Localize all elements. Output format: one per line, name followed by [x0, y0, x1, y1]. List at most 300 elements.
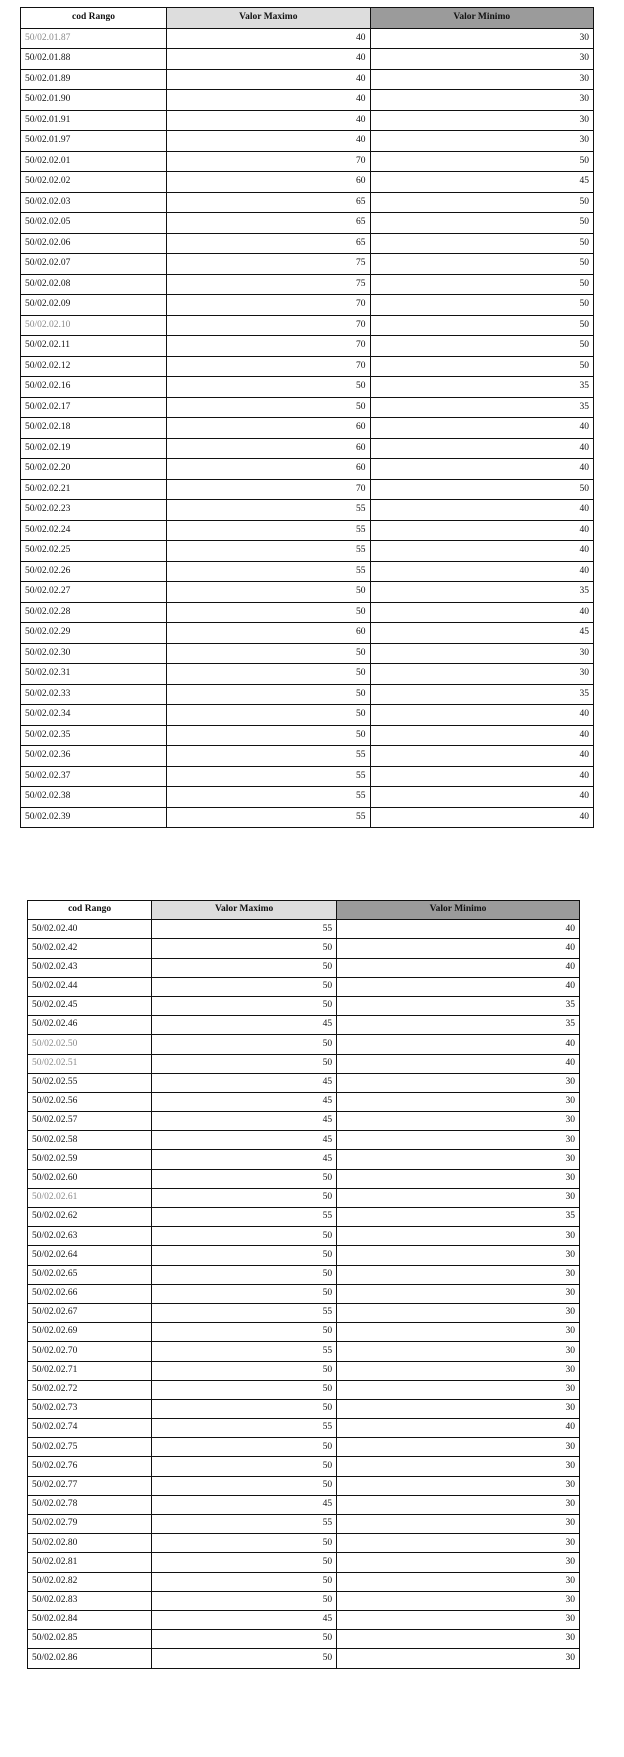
- max-value-cell: 60: [167, 438, 370, 459]
- min-value-cell: 40: [370, 746, 593, 767]
- code-cell: 50/02.02.35: [21, 725, 167, 746]
- min-value-cell: 50: [370, 213, 593, 234]
- min-value-cell: 30: [337, 1169, 580, 1188]
- min-value-cell: 30: [370, 90, 593, 111]
- code-cell: 50/02.02.58: [28, 1131, 152, 1150]
- max-value-cell: 50: [152, 1476, 337, 1495]
- code-cell: 50/02.02.36: [21, 746, 167, 767]
- max-value-cell: 45: [152, 1016, 337, 1035]
- code-cell: 50/02.02.56: [28, 1092, 152, 1111]
- table-row: [28, 1630, 580, 1649]
- code-cell: 50/02.01.97: [21, 131, 167, 152]
- code-cell: 50/02.02.24: [21, 520, 167, 541]
- min-value-cell: 30: [370, 69, 593, 90]
- table-row: [28, 1342, 580, 1361]
- min-value-cell: 35: [337, 1208, 580, 1227]
- min-value-cell: 40: [370, 561, 593, 582]
- max-value-cell: 60: [167, 459, 370, 480]
- table-row: [28, 920, 580, 939]
- table-row: [21, 295, 594, 316]
- min-value-cell: 30: [337, 1438, 580, 1457]
- code-cell: 50/02.02.57: [28, 1112, 152, 1131]
- min-value-cell: 30: [337, 1150, 580, 1169]
- table-row: [21, 459, 594, 480]
- max-value-cell: 55: [152, 1342, 337, 1361]
- min-value-cell: 40: [370, 418, 593, 439]
- min-value-cell: 35: [370, 582, 593, 603]
- table-row: [28, 1534, 580, 1553]
- code-cell: 50/02.02.84: [28, 1610, 152, 1629]
- max-value-cell: 50: [167, 664, 370, 685]
- table-row: [28, 1399, 580, 1418]
- table-row: [28, 1150, 580, 1169]
- code-cell: 50/02.02.18: [21, 418, 167, 439]
- code-cell: 50/02.02.11: [21, 336, 167, 357]
- code-cell: 50/02.02.07: [21, 254, 167, 275]
- max-value-cell: 50: [152, 1457, 337, 1476]
- min-value-cell: 40: [370, 520, 593, 541]
- code-cell: 50/02.02.34: [21, 705, 167, 726]
- max-value-cell: 45: [152, 1073, 337, 1092]
- code-cell: 50/02.02.73: [28, 1399, 152, 1418]
- code-cell: 50/02.02.46: [28, 1016, 152, 1035]
- code-cell: 50/02.02.77: [28, 1476, 152, 1495]
- code-cell: 50/02.02.59: [28, 1150, 152, 1169]
- code-cell: 50/02.02.09: [21, 295, 167, 316]
- code-cell: 50/02.02.10: [21, 315, 167, 336]
- min-value-cell: 40: [370, 438, 593, 459]
- min-value-cell: 30: [337, 1092, 580, 1111]
- code-cell: 50/02.02.86: [28, 1649, 152, 1668]
- code-cell: 50/02.02.72: [28, 1380, 152, 1399]
- code-cell: 50/02.02.76: [28, 1457, 152, 1476]
- max-value-cell: 50: [152, 1035, 337, 1054]
- max-value-cell: 50: [152, 958, 337, 977]
- max-value-cell: 50: [152, 1649, 337, 1668]
- table-row: [28, 977, 580, 996]
- max-value-cell: 40: [167, 28, 370, 49]
- max-value-cell: 50: [152, 1572, 337, 1591]
- code-cell: 50/02.02.55: [28, 1073, 152, 1092]
- table-row: [28, 1208, 580, 1227]
- code-cell: 50/02.02.51: [28, 1054, 152, 1073]
- table-row: [21, 69, 594, 90]
- code-cell: 50/02.02.82: [28, 1572, 152, 1591]
- min-value-cell: 30: [337, 1610, 580, 1629]
- table-row: [28, 1169, 580, 1188]
- max-value-cell: 50: [152, 1265, 337, 1284]
- max-value-cell: 70: [167, 295, 370, 316]
- code-cell: 50/02.02.30: [21, 643, 167, 664]
- max-value-cell: 45: [152, 1092, 337, 1111]
- max-value-cell: 45: [152, 1610, 337, 1629]
- min-value-cell: 30: [337, 1131, 580, 1150]
- max-value-cell: 60: [167, 623, 370, 644]
- code-cell: 50/02.01.88: [21, 49, 167, 70]
- max-value-cell: 50: [152, 1284, 337, 1303]
- table-row: [21, 684, 594, 705]
- min-value-cell: 40: [370, 541, 593, 562]
- code-cell: 50/02.02.45: [28, 996, 152, 1015]
- min-value-cell: 30: [370, 131, 593, 152]
- max-value-cell: 55: [167, 561, 370, 582]
- max-value-cell: 50: [167, 643, 370, 664]
- min-value-cell: 30: [337, 1323, 580, 1342]
- max-value-cell: 40: [167, 131, 370, 152]
- min-value-cell: 35: [370, 684, 593, 705]
- max-value-cell: 70: [167, 479, 370, 500]
- table-row: [21, 49, 594, 70]
- code-cell: 50/02.01.91: [21, 110, 167, 131]
- max-value-cell: 40: [167, 110, 370, 131]
- column-header-max: Valor Maximo: [167, 8, 370, 29]
- min-value-cell: 30: [337, 1515, 580, 1534]
- min-value-cell: 50: [370, 356, 593, 377]
- max-value-cell: 50: [152, 1591, 337, 1610]
- min-value-cell: 30: [337, 1303, 580, 1322]
- min-value-cell: 40: [337, 977, 580, 996]
- table-row: [21, 192, 594, 213]
- max-value-cell: 45: [152, 1131, 337, 1150]
- min-value-cell: 40: [337, 1419, 580, 1438]
- code-cell: 50/02.02.39: [21, 807, 167, 828]
- table-row: [28, 996, 580, 1015]
- max-value-cell: 55: [152, 1419, 337, 1438]
- min-value-cell: 50: [370, 315, 593, 336]
- code-cell: 50/02.02.61: [28, 1188, 152, 1207]
- table-row: [21, 725, 594, 746]
- min-value-cell: 30: [337, 1649, 580, 1668]
- table-row: [28, 1035, 580, 1054]
- max-value-cell: 50: [152, 1438, 337, 1457]
- table-row: [21, 418, 594, 439]
- code-cell: 50/02.02.63: [28, 1227, 152, 1246]
- table-row: [28, 958, 580, 977]
- max-value-cell: 50: [152, 939, 337, 958]
- range-table-2: [27, 900, 580, 1669]
- max-value-cell: 70: [167, 336, 370, 357]
- code-cell: 50/02.02.71: [28, 1361, 152, 1380]
- code-cell: 50/02.02.03: [21, 192, 167, 213]
- column-header-min: Valor Minimo: [337, 901, 580, 920]
- table-row: [21, 356, 594, 377]
- max-value-cell: 55: [167, 746, 370, 767]
- code-cell: 50/02.02.42: [28, 939, 152, 958]
- table-row: [21, 438, 594, 459]
- min-value-cell: 40: [337, 939, 580, 958]
- code-cell: 50/02.02.28: [21, 602, 167, 623]
- min-value-cell: 40: [337, 920, 580, 939]
- table-row: [28, 1054, 580, 1073]
- code-cell: 50/02.02.20: [21, 459, 167, 480]
- code-cell: 50/02.02.25: [21, 541, 167, 562]
- table-row: [28, 1188, 580, 1207]
- min-value-cell: 30: [337, 1342, 580, 1361]
- max-value-cell: 70: [167, 151, 370, 172]
- table-row: [21, 28, 594, 49]
- max-value-cell: 45: [152, 1495, 337, 1514]
- table-row: [28, 1438, 580, 1457]
- table-row: [28, 1591, 580, 1610]
- min-value-cell: 30: [370, 664, 593, 685]
- code-cell: 50/02.02.31: [21, 664, 167, 685]
- code-cell: 50/02.02.81: [28, 1553, 152, 1572]
- min-value-cell: 35: [370, 397, 593, 418]
- code-cell: 50/02.02.70: [28, 1342, 152, 1361]
- max-value-cell: 55: [167, 520, 370, 541]
- table-row: [28, 1553, 580, 1572]
- min-value-cell: 30: [337, 1188, 580, 1207]
- min-value-cell: 30: [337, 1495, 580, 1514]
- table-row: [28, 1016, 580, 1035]
- min-value-cell: 30: [337, 1399, 580, 1418]
- code-cell: 50/02.01.90: [21, 90, 167, 111]
- min-value-cell: 30: [337, 1265, 580, 1284]
- table-row: [28, 1495, 580, 1514]
- min-value-cell: 40: [370, 705, 593, 726]
- max-value-cell: 55: [167, 807, 370, 828]
- column-header-max: Valor Maximo: [152, 901, 337, 920]
- max-value-cell: 50: [152, 977, 337, 996]
- table-row: [21, 213, 594, 234]
- table-row: [21, 151, 594, 172]
- column-header-min: Valor Minimo: [370, 8, 593, 29]
- code-cell: 50/02.02.85: [28, 1630, 152, 1649]
- code-cell: 50/02.02.01: [21, 151, 167, 172]
- table-header-row: [21, 8, 594, 29]
- table-row: [21, 561, 594, 582]
- code-cell: 50/02.02.33: [21, 684, 167, 705]
- table-row: [28, 1380, 580, 1399]
- min-value-cell: 40: [370, 459, 593, 480]
- min-value-cell: 40: [337, 958, 580, 977]
- table-row: [21, 807, 594, 828]
- table-row: [21, 787, 594, 808]
- max-value-cell: 50: [152, 1169, 337, 1188]
- max-value-cell: 40: [167, 49, 370, 70]
- min-value-cell: 35: [337, 1016, 580, 1035]
- table-row: [21, 746, 594, 767]
- code-cell: 50/02.02.29: [21, 623, 167, 644]
- code-cell: 50/02.02.19: [21, 438, 167, 459]
- max-value-cell: 50: [167, 397, 370, 418]
- table-row: [21, 500, 594, 521]
- table-row: [28, 1092, 580, 1111]
- min-value-cell: 30: [337, 1591, 580, 1610]
- min-value-cell: 30: [370, 28, 593, 49]
- max-value-cell: 50: [167, 602, 370, 623]
- table-row: [21, 131, 594, 152]
- max-value-cell: 60: [167, 418, 370, 439]
- table-row: [21, 602, 594, 623]
- max-value-cell: 50: [152, 1323, 337, 1342]
- min-value-cell: 30: [370, 49, 593, 70]
- min-value-cell: 35: [370, 377, 593, 398]
- min-value-cell: 30: [337, 1361, 580, 1380]
- code-cell: 50/02.02.08: [21, 274, 167, 295]
- table-row: [28, 1649, 580, 1668]
- max-value-cell: 55: [152, 1515, 337, 1534]
- min-value-cell: 30: [337, 1112, 580, 1131]
- code-cell: 50/02.02.65: [28, 1265, 152, 1284]
- code-cell: 50/02.02.23: [21, 500, 167, 521]
- table-row: [28, 1361, 580, 1380]
- min-value-cell: 50: [370, 274, 593, 295]
- table-row: [28, 1073, 580, 1092]
- max-value-cell: 75: [167, 274, 370, 295]
- min-value-cell: 30: [337, 1553, 580, 1572]
- table-row: [21, 377, 594, 398]
- table-row: [21, 274, 594, 295]
- max-value-cell: 50: [152, 1399, 337, 1418]
- table-row: [28, 1284, 580, 1303]
- min-value-cell: 45: [370, 172, 593, 193]
- max-value-cell: 55: [152, 920, 337, 939]
- code-cell: 50/02.02.74: [28, 1419, 152, 1438]
- max-value-cell: 50: [152, 996, 337, 1015]
- code-cell: 50/02.02.43: [28, 958, 152, 977]
- code-cell: 50/02.02.02: [21, 172, 167, 193]
- code-cell: 50/02.02.27: [21, 582, 167, 603]
- code-cell: 50/02.01.89: [21, 69, 167, 90]
- min-value-cell: 50: [370, 151, 593, 172]
- max-value-cell: 65: [167, 213, 370, 234]
- code-cell: 50/02.01.87: [21, 28, 167, 49]
- max-value-cell: 50: [167, 684, 370, 705]
- code-cell: 50/02.02.38: [21, 787, 167, 808]
- min-value-cell: 40: [370, 787, 593, 808]
- code-cell: 50/02.02.60: [28, 1169, 152, 1188]
- max-value-cell: 65: [167, 192, 370, 213]
- table-row: [28, 1515, 580, 1534]
- code-cell: 50/02.02.69: [28, 1323, 152, 1342]
- max-value-cell: 50: [152, 1054, 337, 1073]
- code-cell: 50/02.02.16: [21, 377, 167, 398]
- table-row: [21, 90, 594, 111]
- max-value-cell: 55: [167, 787, 370, 808]
- code-cell: 50/02.02.05: [21, 213, 167, 234]
- code-cell: 50/02.02.75: [28, 1438, 152, 1457]
- min-value-cell: 30: [337, 1630, 580, 1649]
- table-row: [21, 315, 594, 336]
- code-cell: 50/02.02.83: [28, 1591, 152, 1610]
- min-value-cell: 50: [370, 295, 593, 316]
- max-value-cell: 55: [152, 1303, 337, 1322]
- max-value-cell: 45: [152, 1112, 337, 1131]
- min-value-cell: 35: [337, 996, 580, 1015]
- table-row: [28, 1265, 580, 1284]
- min-value-cell: 30: [337, 1073, 580, 1092]
- table-row: [28, 939, 580, 958]
- table-row: [28, 1476, 580, 1495]
- code-cell: 50/02.02.79: [28, 1515, 152, 1534]
- table-row: [28, 1572, 580, 1591]
- code-cell: 50/02.02.62: [28, 1208, 152, 1227]
- code-cell: 50/02.02.50: [28, 1035, 152, 1054]
- column-header-code: cod Rango: [21, 8, 167, 29]
- min-value-cell: 50: [370, 192, 593, 213]
- code-cell: 50/02.02.67: [28, 1303, 152, 1322]
- table-row: [28, 1610, 580, 1629]
- max-value-cell: 50: [167, 705, 370, 726]
- table-row: [21, 705, 594, 726]
- min-value-cell: 40: [370, 807, 593, 828]
- min-value-cell: 30: [337, 1457, 580, 1476]
- table-row: [28, 1323, 580, 1342]
- max-value-cell: 50: [152, 1534, 337, 1553]
- table-row: [21, 582, 594, 603]
- table-row: [28, 1131, 580, 1150]
- min-value-cell: 50: [370, 233, 593, 254]
- min-value-cell: 30: [337, 1284, 580, 1303]
- min-value-cell: 40: [370, 766, 593, 787]
- table-row: [21, 623, 594, 644]
- max-value-cell: 50: [167, 582, 370, 603]
- max-value-cell: 50: [152, 1380, 337, 1399]
- max-value-cell: 70: [167, 315, 370, 336]
- table-row: [28, 1227, 580, 1246]
- max-value-cell: 70: [167, 356, 370, 377]
- min-value-cell: 40: [370, 500, 593, 521]
- max-value-cell: 40: [167, 69, 370, 90]
- code-cell: 50/02.02.37: [21, 766, 167, 787]
- table-row: [21, 766, 594, 787]
- max-value-cell: 65: [167, 233, 370, 254]
- table-row: [21, 397, 594, 418]
- min-value-cell: 30: [337, 1572, 580, 1591]
- table-row: [21, 172, 594, 193]
- code-cell: 50/02.02.21: [21, 479, 167, 500]
- min-value-cell: 40: [370, 725, 593, 746]
- code-cell: 50/02.02.80: [28, 1534, 152, 1553]
- max-value-cell: 55: [152, 1208, 337, 1227]
- table-row: [28, 1246, 580, 1265]
- min-value-cell: 50: [370, 336, 593, 357]
- table-row: [21, 479, 594, 500]
- table-header-row: [28, 901, 580, 920]
- max-value-cell: 45: [152, 1150, 337, 1169]
- table-row: [28, 1457, 580, 1476]
- code-cell: 50/02.02.12: [21, 356, 167, 377]
- min-value-cell: 30: [337, 1476, 580, 1495]
- min-value-cell: 40: [337, 1035, 580, 1054]
- max-value-cell: 50: [152, 1188, 337, 1207]
- table-row: [21, 643, 594, 664]
- min-value-cell: 30: [337, 1246, 580, 1265]
- table-row: [21, 520, 594, 541]
- table-row: [21, 336, 594, 357]
- table-row: [28, 1112, 580, 1131]
- code-cell: 50/02.02.40: [28, 920, 152, 939]
- max-value-cell: 50: [152, 1227, 337, 1246]
- range-table-1: [20, 7, 594, 828]
- max-value-cell: 50: [152, 1630, 337, 1649]
- min-value-cell: 40: [337, 1054, 580, 1073]
- min-value-cell: 40: [370, 602, 593, 623]
- min-value-cell: 50: [370, 254, 593, 275]
- code-cell: 50/02.02.06: [21, 233, 167, 254]
- max-value-cell: 75: [167, 254, 370, 275]
- column-header-code: cod Rango: [28, 901, 152, 920]
- max-value-cell: 55: [167, 541, 370, 562]
- code-cell: 50/02.02.64: [28, 1246, 152, 1265]
- min-value-cell: 30: [337, 1380, 580, 1399]
- min-value-cell: 30: [370, 110, 593, 131]
- table-row: [21, 664, 594, 685]
- table-row: [28, 1419, 580, 1438]
- code-cell: 50/02.02.17: [21, 397, 167, 418]
- code-cell: 50/02.02.44: [28, 977, 152, 996]
